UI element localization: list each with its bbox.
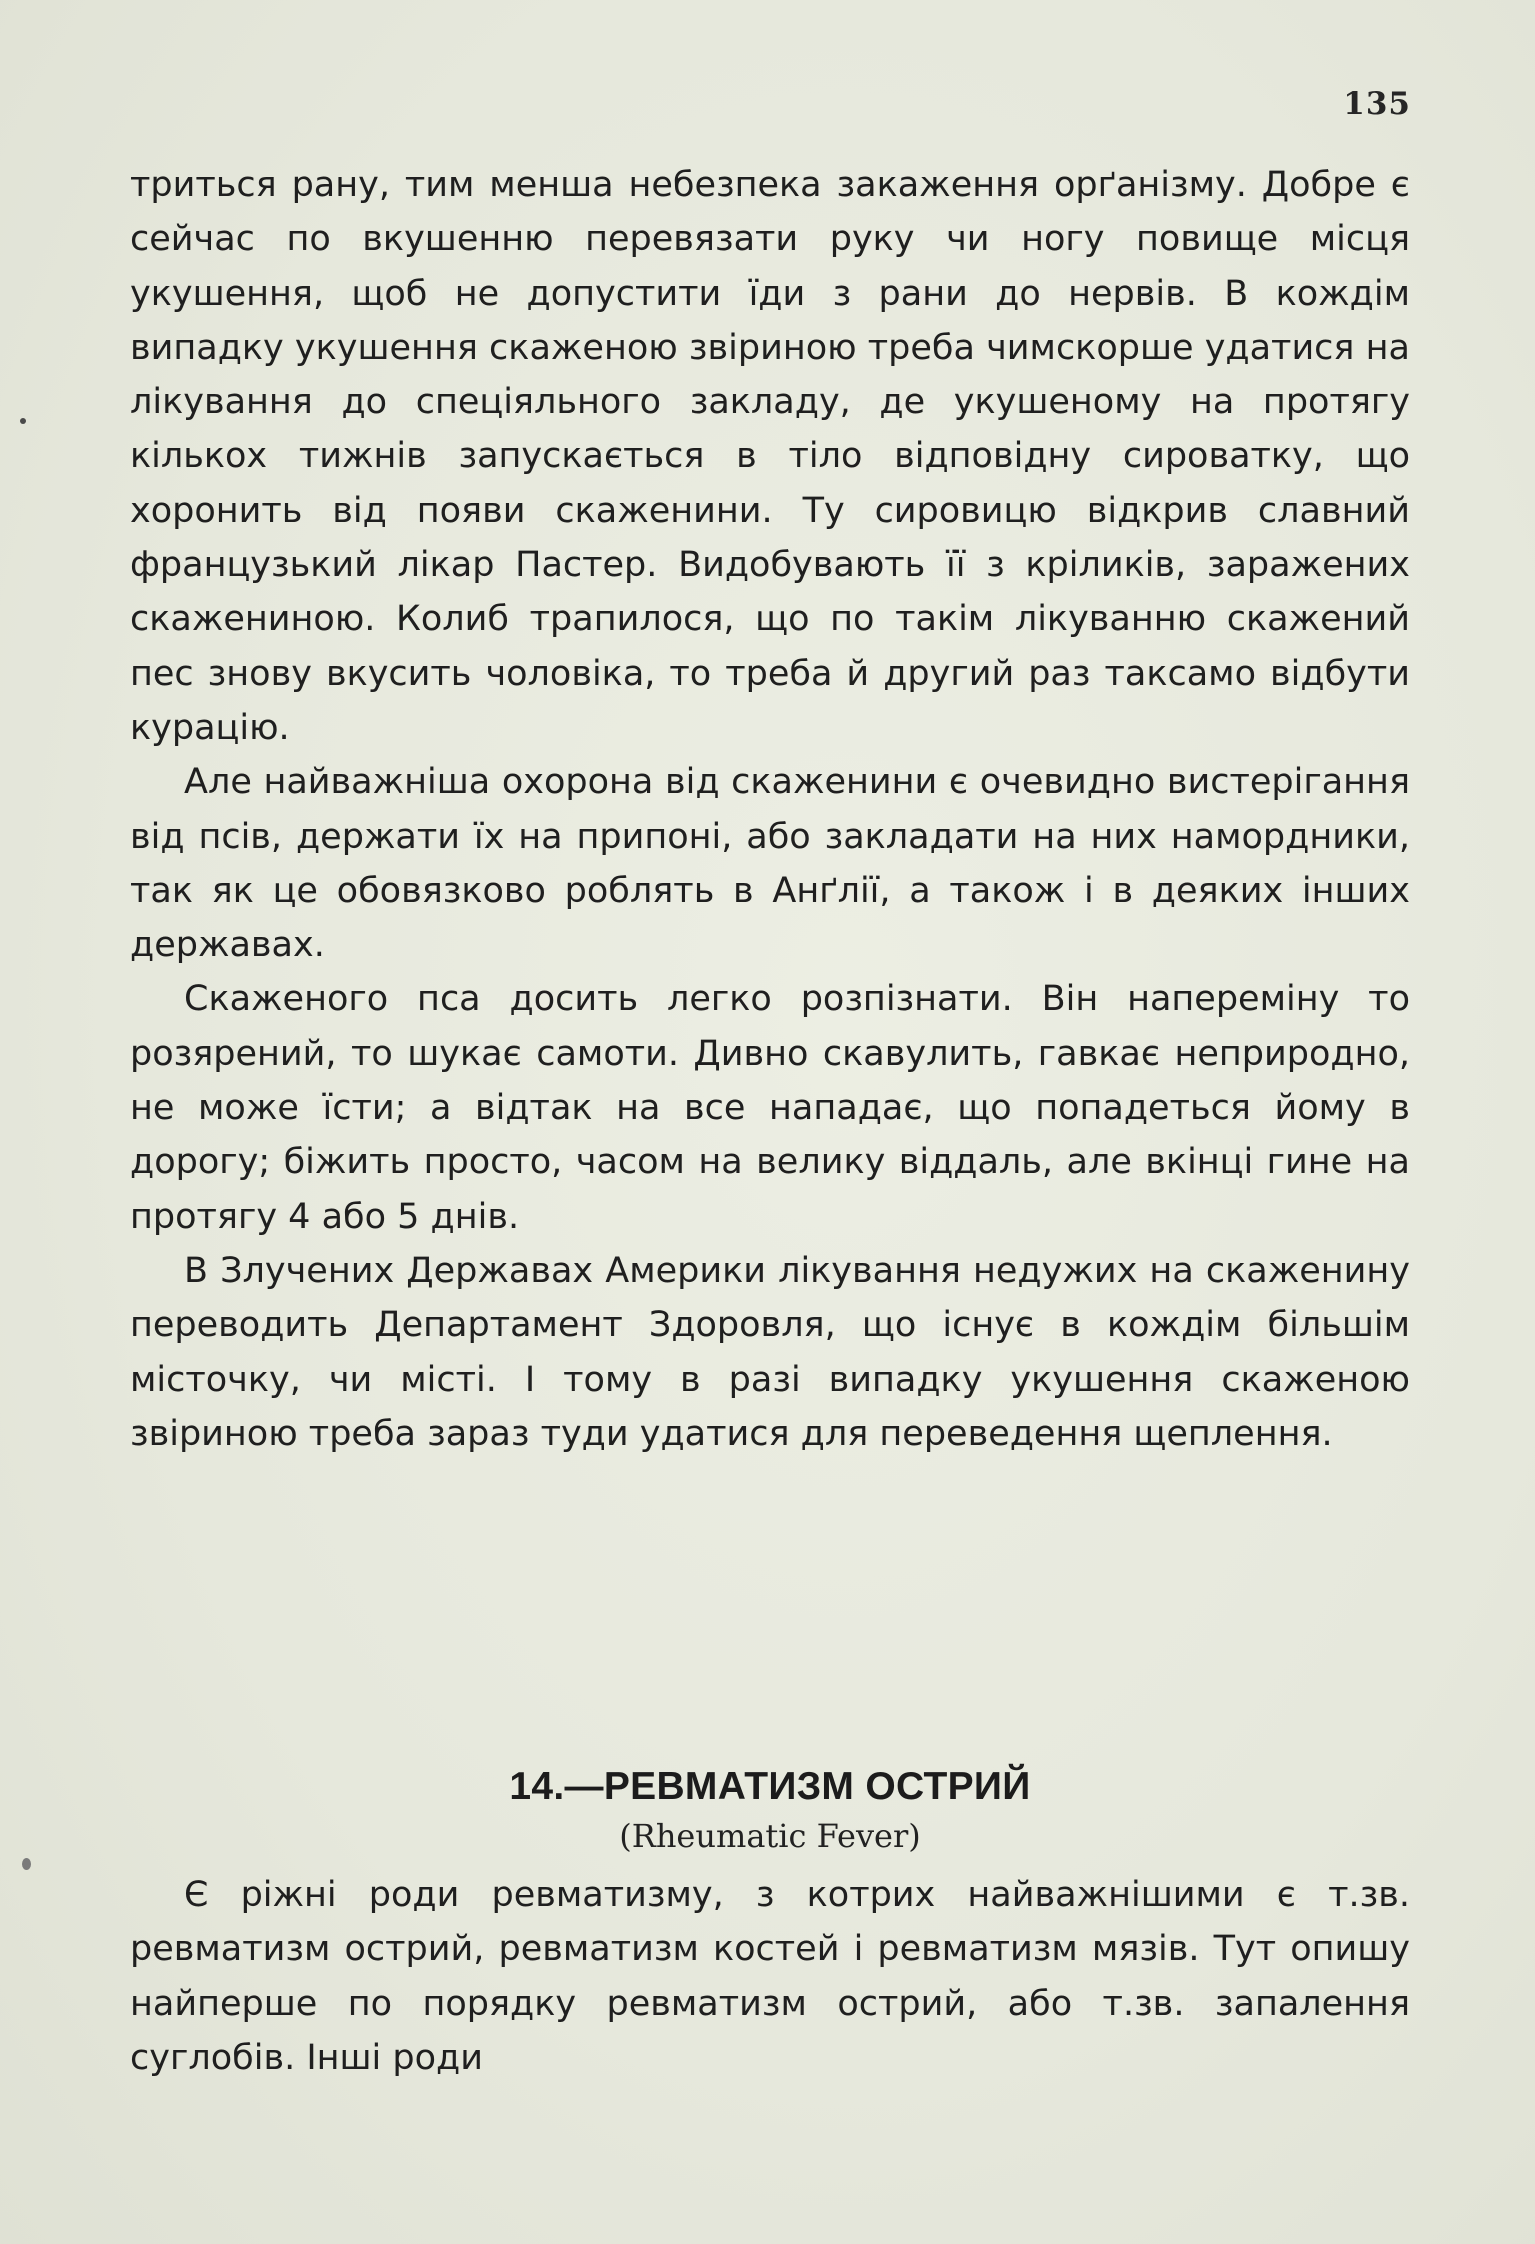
print-speck — [22, 1858, 31, 1870]
section-heading — [130, 1762, 1410, 1856]
paragraph: Скаженого пса досить легко розпізнати. Він наперемінy то розярений, то шукає самоти. Дивно скавулить, гавкає неприродно, не може їсти; а відтак на все нападає, що попадеться йому в дорогу; біжить просто, часом на велику віддаль, але вкінці гине на протягу 4 або 5 днів. — [130, 979, 1410, 1237]
paragraph: Але найважніша охорона від скаженини є очевидно вистерігання від псів, держати їх на припоні, або закладати на них намордники, так як це обовязково роблять в Анґлії, а також і в деяких інших державах. — [130, 762, 1410, 966]
paragraph: триться рану, тим менша небезпека закаження орґанізму. Добре є сейчас по вкушенню перевязати руку чи ногу повище місця укушення, щоб не допустити їди з рани до нервів. В кождім випадку укушення скаженою звіриною треба чимскорше удатися на лікування до спеціяльного закладу, де укушеному на протягу кількох тижнів запускається в тіло відповідну сироватку, що хоронить від появи скаженини. Ту сировицю відкрив славний французький лікар Пастер. Видобувають її з кріликів, заражених скажениною. Колиб трапилося, що по такім лікуванню скажений пес знову вкусить чоловіка, то треба й другий раз таксамо відбути курацію. — [130, 165, 1410, 748]
main-text — [130, 158, 1410, 1461]
paragraph: Є ріжні роди ревматизму, з котрих найважнішими є т.зв. ревматизм острий, ревматизм костей і ревматизм мязів. Тут опишу найперше по порядку ревматизм острий, або т.зв. запалення суглобів. Інші роди — [130, 1875, 1410, 2078]
page-number: 135 — [1343, 86, 1411, 122]
section-title: 14.—РЕВМАТИЗМ ОСТРИЙ — [509, 1765, 1031, 1808]
paragraph: В Злучених Державах Америки лікування недужих на скаженину переводить Департамент Здоровля, що існує в кождім більшім місточку, чи місті. І тому в разі випадку укушення скаженою звіриною треба зараз туди удатися для переведення щеплення. — [130, 1250, 1410, 1454]
section-subtitle: (Rheumatic Fever) — [619, 1817, 921, 1855]
print-speck — [20, 418, 26, 424]
section-text — [130, 1868, 1410, 2085]
